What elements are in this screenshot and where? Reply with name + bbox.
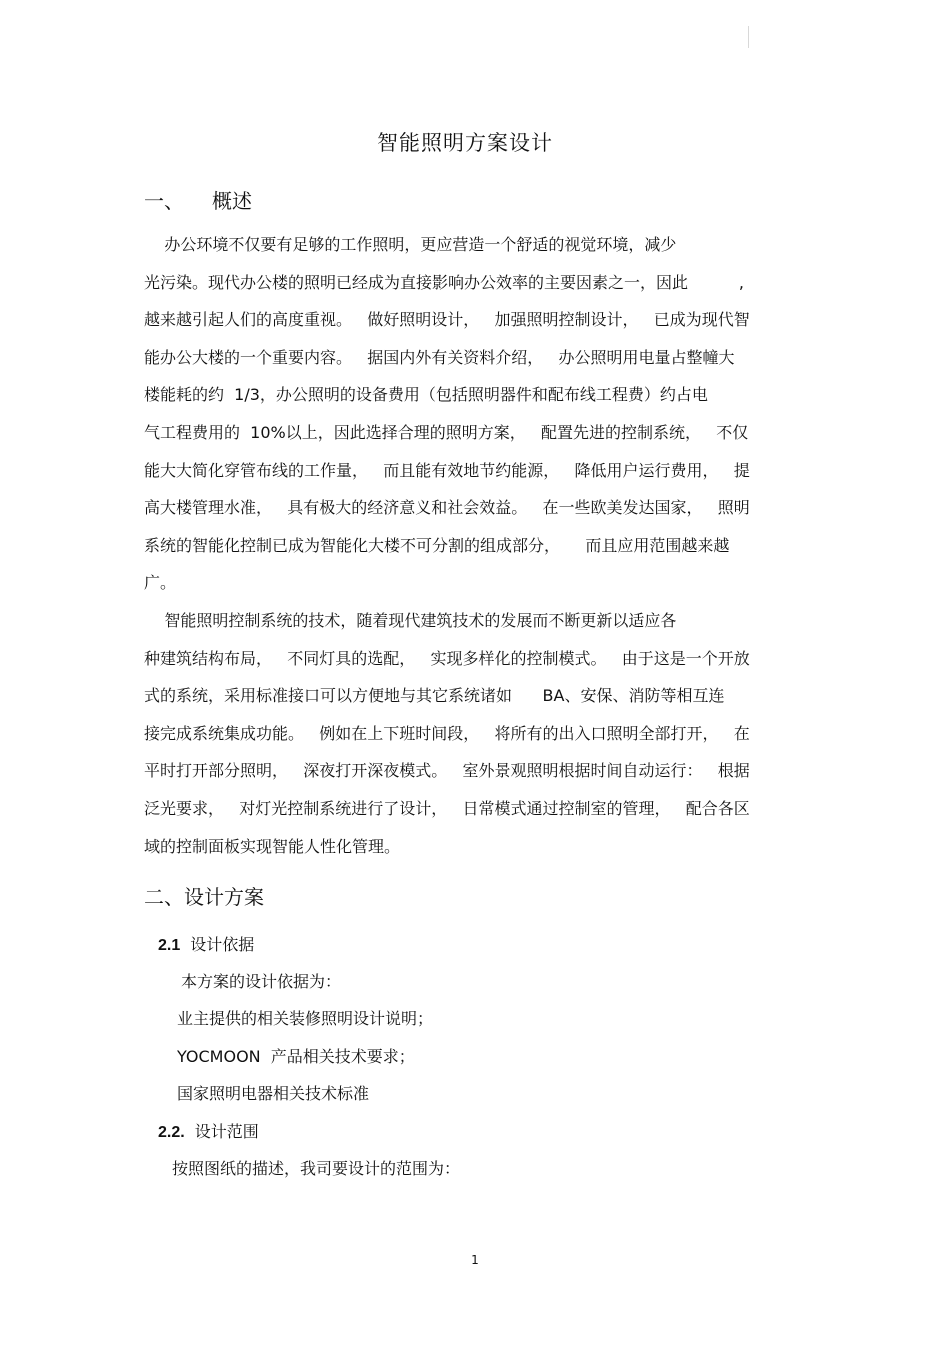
paragraph-line: 气工程费用的 10%以上，因此选择合理的照明方案， 配置先进的控制系统， 不仅 [144, 422, 749, 442]
paragraph-line: 接完成系统集成功能。 例如在上下班时间段， 将所有的出入口照明全部打开， 在 [144, 723, 750, 743]
paragraph-line: 平时打开部分照明， 深夜打开深夜模式。 室外景观照明根据时间自动运行： 根据 [144, 761, 750, 781]
section2-heading: 二、设计方案 [144, 885, 264, 909]
paragraph-line: 光污染。现代办公楼的照明已经成为直接影响办公效率的主要因素之一，因此 , [144, 272, 744, 292]
paragraph-line: 式的系统，采用标准接口可以方便地与其它系统诸如 BA、安保、消防等相互连 [144, 686, 725, 706]
paragraph-line: 楼能耗的约 1/3，办公照明的设备费用（包括照明器件和配布线工程费）约占电 [144, 385, 708, 405]
paragraph-line: 智能照明控制系统的技术，随着现代建筑技术的发展而不断更新以适应各 [144, 611, 677, 630]
paragraph-line: 高大楼管理水准， 具有极大的经济意义和社会效益。 在一些欧美发达国家， 照明 [144, 498, 750, 518]
paragraph-line: 能大大简化穿管布线的工作量， 而且能有效地节约能源， 降低用户运行费用， 提 [144, 460, 750, 480]
paragraph-line: 能办公大楼的一个重要内容。 据国内外有关资料介绍， 办公照明用电量占整幢大 [144, 347, 735, 367]
design-basis-item: 国家照明电器相关技术标准 [177, 1084, 370, 1103]
paragraph-line: 越来越引起人们的高度重视。 做好照明设计， 加强照明控制设计， 已成为现代智 [144, 310, 750, 330]
page-corner-mark [748, 26, 749, 48]
page-number: 1 [471, 1253, 479, 1267]
subsection-2-2-number: 2.2. [158, 1124, 185, 1141]
paragraph-line: 广。 [144, 573, 177, 593]
design-scope-text: 按照图纸的描述，我司要设计的范围为： [172, 1159, 461, 1178]
paragraph-line: 系统的智能化控制已成为智能化大楼不可分割的组成部分， 而且应用范围越来越 [144, 535, 730, 555]
design-basis-item: 业主提供的相关装修照明设计说明； [177, 1009, 434, 1028]
section1-number: 一、 [144, 189, 184, 213]
overview-paragraph-1 [144, 226, 816, 602]
paragraph-line: 种建筑结构布局， 不同灯具的选配， 实现多样化的控制模式。 由于这是一个开放 [144, 648, 750, 668]
subsection-2-1-number: 2.1 [158, 937, 181, 954]
subsection-2-2-heading [158, 1119, 259, 1142]
paragraph-line: 泛光要求， 对灯光控制系统进行了设计， 日常模式通过控制室的管理， 配合各区 [144, 798, 750, 818]
subsection-2-1-heading [158, 932, 254, 955]
subsection-2-2-title: 设计范围 [194, 1122, 259, 1141]
design-basis-intro: 本方案的设计依据为： [181, 972, 342, 991]
subsection-2-1-title: 设计依据 [190, 935, 255, 954]
document-title: 智能照明方案设计 [377, 131, 553, 155]
paragraph-line: 域的控制面板实现智能人性化管理。 [144, 836, 401, 856]
overview-paragraph-2 [144, 602, 816, 865]
design-basis-item: YOCMOON 产品相关技术要求； [177, 1047, 415, 1066]
section1-title: 概述 [212, 189, 252, 213]
paragraph-line: 办公环境不仅要有足够的工作照明，更应营造一个舒适的视觉环境，减少 [144, 235, 677, 254]
section1-heading [144, 185, 252, 214]
